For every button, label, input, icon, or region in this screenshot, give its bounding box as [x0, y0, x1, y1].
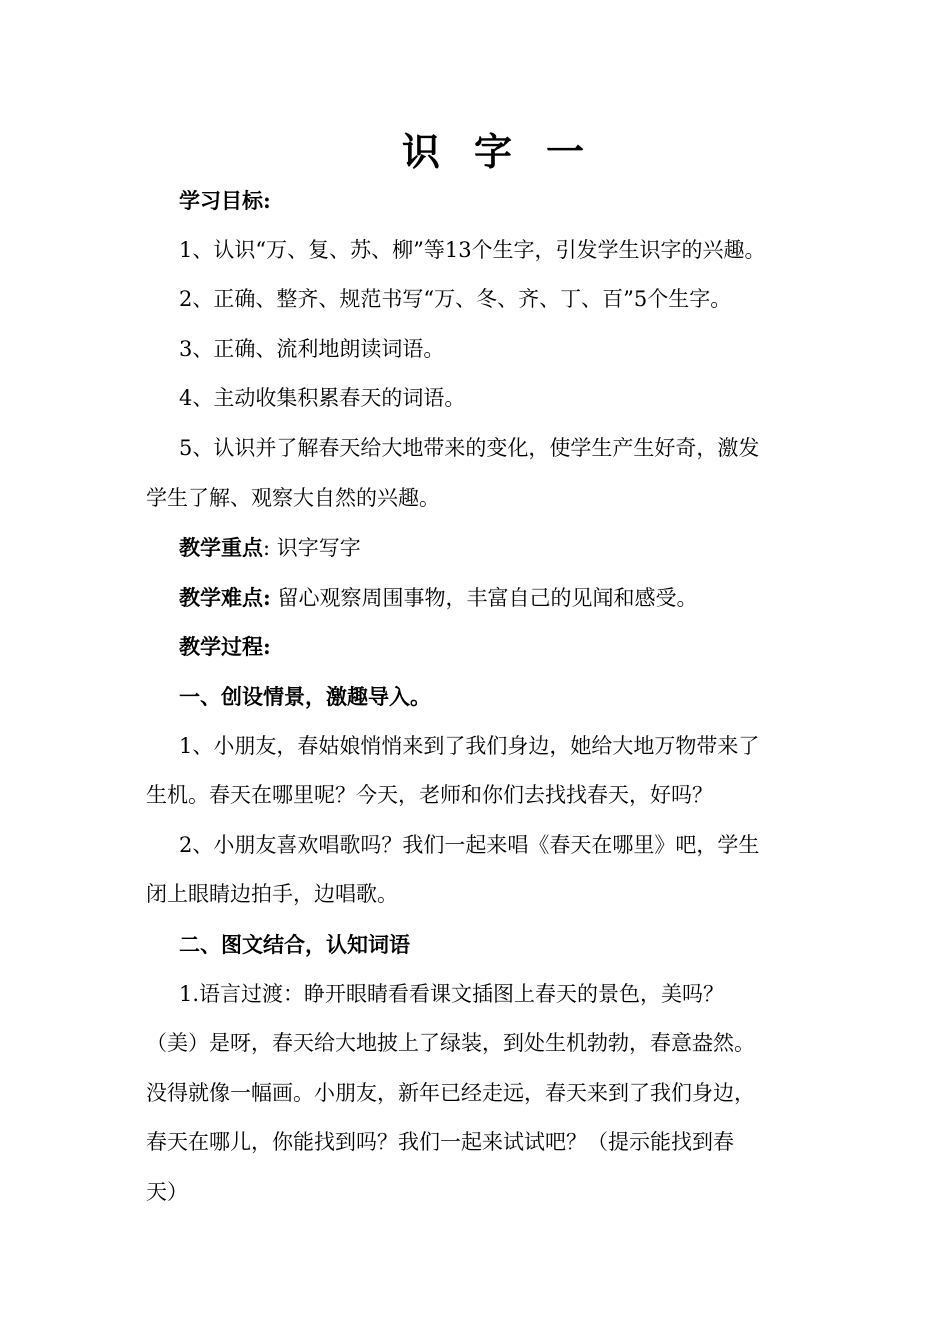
page-title: 识字一	[401, 129, 618, 174]
key-point-separator: :	[263, 536, 277, 561]
objectives-heading: 学习目标:	[179, 188, 271, 213]
difficulty	[146, 573, 826, 623]
objective-4: 4、主动收集积累春天的词语。	[179, 386, 466, 411]
section-1-line: 闭上眼睛边拍手，边唱歌。	[146, 882, 398, 907]
section-2-line: 1.语言过渡：睁开眼睛看看课文插图上春天的景色，美吗？	[179, 981, 725, 1006]
key-point-label: 教学重点	[179, 535, 263, 561]
difficulty-text: 留心观察周围事物，丰富自己的见闻和感受。	[270, 585, 698, 610]
section-2-line: 春天在哪儿，你能找到吗？我们一起来试试吧？（提示能找到春	[146, 1130, 734, 1155]
section-1-line: 生机。春天在哪里呢？今天，老师和你们去找找春天，好吗？	[146, 783, 713, 808]
key-point-text: 识字写字	[276, 536, 361, 561]
section-1-line: 1、小朋友，春姑娘悄悄来到了我们身边，她给大地万物带来了	[179, 733, 760, 758]
key-point	[146, 523, 826, 573]
section-2-heading: 二、图文结合，认知词语	[179, 931, 410, 957]
objective-5: 5、认识并了解春天给大地带来的变化，使学生产生好奇，激发	[179, 435, 760, 460]
process-heading: 教学过程:	[179, 634, 271, 660]
objective-5-continued: 学生了解、观察大自然的兴趣。	[146, 485, 440, 510]
objective-1: 1、认识“万、复、苏、柳”等13个生字，引发学生识字的兴趣。	[179, 237, 766, 262]
section-1-heading: 一、创设情景，激趣导入。	[179, 683, 431, 709]
difficulty-label: 教学难点:	[179, 584, 271, 610]
section-2-line: （美）是呀，春天给大地披上了绿装，到处生机勃勃，春意盎然。	[146, 1031, 755, 1056]
document-body	[146, 176, 826, 1217]
objective-3: 3、正确、流利地朗读词语。	[179, 336, 445, 361]
section-2-line: 没得就像一幅画。小朋友，新年已经走远，春天来到了我们身边，	[146, 1080, 755, 1105]
section-1-line: 2、小朋友喜欢唱歌吗？我们一起来唱《春天在哪里》吧，学生	[179, 832, 760, 857]
objective-2: 2、正确、整齐、规范书写“万、冬、齐、丁、百”5个生字。	[179, 287, 732, 312]
section-2-line: 天）	[146, 1179, 188, 1204]
